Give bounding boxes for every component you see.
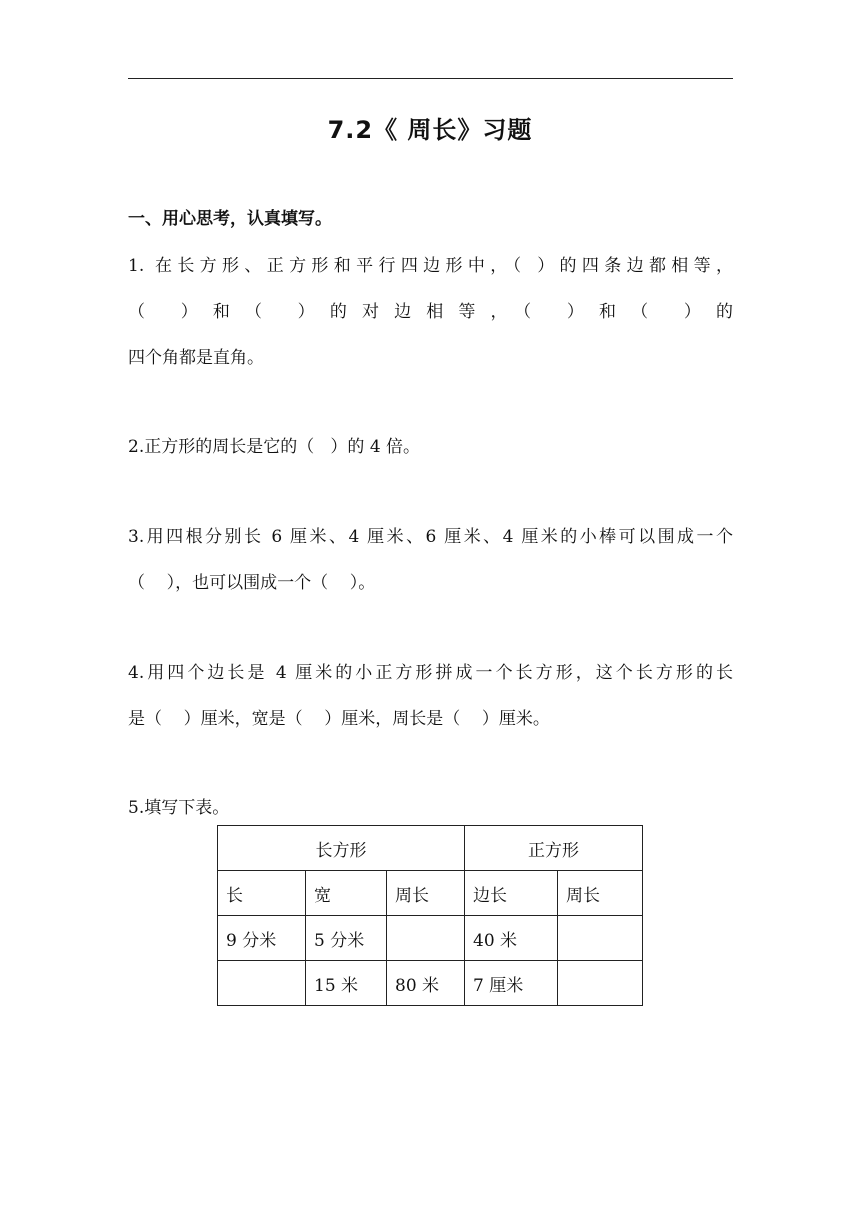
table-cell: 80 米 <box>387 961 465 1006</box>
question-3-line-2: （ ），也可以围成一个（ ）。 <box>128 573 376 593</box>
page-title: 7.2《 周长》习题 <box>327 116 533 144</box>
question-4-line-2: 是（ ）厘米，宽是（ ）厘米，周长是（ ）厘米。 <box>128 709 550 729</box>
question-1-line-3: 四个角都是直角。 <box>128 348 264 368</box>
table-cell: 5 分米 <box>306 916 387 961</box>
header-rect-perimeter: 周长 <box>387 871 465 916</box>
table-group-header-row <box>218 826 643 871</box>
perimeter-table <box>217 825 643 1006</box>
table-cell <box>387 916 465 961</box>
table-cell: 7 厘米 <box>465 961 558 1006</box>
section-heading: 一、用心思考，认真填写。 <box>128 209 332 229</box>
table-group-rectangle: 长方形 <box>218 826 465 871</box>
table-group-square: 正方形 <box>465 826 643 871</box>
header-rule <box>128 78 733 79</box>
header-length: 长 <box>218 871 306 916</box>
question-2: 2.正方形的周长是它的（ ）的 4 倍。 <box>128 437 421 457</box>
question-1-line-1: 1. 在长方形、正方形和平行四边形中，（ ）的四条边都相等， <box>128 256 733 276</box>
table-cell: 15 米 <box>306 961 387 1006</box>
table-cell <box>558 916 643 961</box>
table-cell: 9 分米 <box>218 916 306 961</box>
question-4-line-1: 4.用四个边长是 4 厘米的小正方形拼成一个长方形，这个长方形的长 <box>128 663 733 683</box>
header-side-length: 边长 <box>465 871 558 916</box>
table-row <box>218 916 643 961</box>
question-1-line-2: （ ）和（ ）的对边相等，（ ）和（ ）的 <box>128 302 733 322</box>
table-cell <box>558 961 643 1006</box>
header-width: 宽 <box>306 871 387 916</box>
question-3-line-1: 3.用四根分别长 6 厘米、4 厘米、6 厘米、4 厘米的小棒可以围成一个 <box>128 527 733 547</box>
table-cell: 40 米 <box>465 916 558 961</box>
table-header-row <box>218 871 643 916</box>
table-row <box>218 961 643 1006</box>
header-square-perimeter: 周长 <box>558 871 643 916</box>
question-5: 5.填写下表。 <box>128 798 230 818</box>
table-cell <box>218 961 306 1006</box>
